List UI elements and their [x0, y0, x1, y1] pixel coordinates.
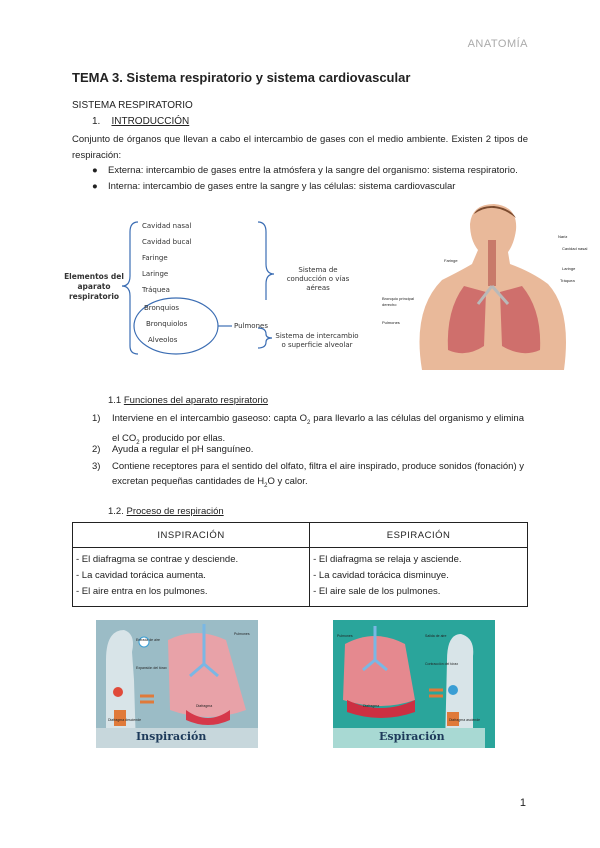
- inspiration-cell: - El diafragma se contrae y desciende. - La cavidad torácica aumenta. - El aire entra en los pulmones.: [73, 548, 310, 607]
- header-subject: ANATOMÍA: [467, 38, 528, 50]
- diagram-item: Bronquios: [144, 304, 179, 312]
- image-label: Expansión del tórax: [136, 666, 167, 670]
- intro-number: 1.: [92, 116, 101, 127]
- respiratory-elements-diagram: [60, 218, 380, 358]
- functions-heading: 1.1 Funciones del aparato respiratorio: [108, 395, 269, 406]
- page-number: 1: [519, 797, 526, 809]
- expiration-cell: - El diafragma se relaja y asciende. - La cavidad torácica disminuye. - El aire sale de los pulmones.: [310, 548, 528, 607]
- diagram-item: Alveolos: [148, 336, 178, 344]
- body-label: Nariz: [558, 234, 568, 239]
- function-item: 1) Interviene en el intercambio gaseoso: capta $O_2$ para llevarlo a las células del organismo y elimina el $CO_2$ producido por ellas.: [92, 413, 524, 446]
- image-label: Pulmones: [337, 634, 353, 638]
- intro-paragraph: Conjunto de órganos que llevan a cabo el intercambio de gases con el medio ambiente. Existen 2 tipos de respiración:: [72, 134, 528, 161]
- inspiration-caption: Inspiración: [136, 730, 207, 743]
- bullet-item: ● Interna: intercambio de gases entre la sangre y las células: sistema cardiovascular: [92, 181, 456, 192]
- function-item: 3) Contiene receptores para el sentido del olfato, filtra el aire inspirado, produce sonidos (fonación) y excretan pequeñas cantidades de $H_2O$ y calor.: [92, 461, 524, 489]
- diagram-item: Laringe: [142, 270, 169, 278]
- table-header-expiration: ESPIRACIÓN: [310, 523, 528, 548]
- table-header-inspiration: INSPIRACIÓN: [73, 523, 310, 548]
- body-label: Laringe: [562, 266, 576, 271]
- process-heading: 1.2. Proceso de respiración: [108, 506, 224, 517]
- image-label: Diafragma: [363, 704, 380, 708]
- diagram-item: Tráquea: [142, 286, 170, 294]
- inspiration-image: [96, 620, 258, 748]
- respiration-process-table: [72, 522, 528, 607]
- body-label: Cavidad nasal: [562, 246, 588, 251]
- image-label: Salida de aire: [425, 634, 447, 638]
- intro-heading-text: INTRODUCCIÓN: [111, 116, 190, 127]
- image-label: Diafragma asciende: [449, 718, 481, 722]
- image-label: Diafragma: [196, 704, 213, 708]
- diagram-group-conduction: Sistema de conducción o vías aéreas: [286, 266, 350, 292]
- image-label: Contracción del tórax: [425, 662, 459, 666]
- diagram-root-label: Elementos del aparato respiratorio: [64, 272, 124, 301]
- diagram-group-lungs: Pulmones: [234, 322, 268, 330]
- image-label: Pulmones: [234, 632, 250, 636]
- diagram-item: Bronquiolos: [146, 320, 188, 328]
- body-label: Faringe: [444, 258, 458, 263]
- body-label: Tráquea: [560, 278, 575, 283]
- function-item: 2) Ayuda a regular el pH sanguíneo.: [92, 444, 254, 455]
- inspiration-illustration: [96, 620, 258, 748]
- section-title: SISTEMA RESPIRATORIO: [72, 100, 193, 111]
- body-label: Bronquio principal derecho: [382, 296, 415, 307]
- image-label: Diafragma desciende: [108, 718, 142, 722]
- expiration-caption: Espiración: [379, 730, 445, 743]
- body-label: Pulmones: [382, 320, 400, 325]
- intro-heading: [92, 116, 189, 127]
- page-title: TEMA 3. Sistema respiratorio y sistema cardiovascular: [72, 70, 411, 85]
- torso-illustration: [382, 200, 594, 370]
- expiration-image: [333, 620, 495, 748]
- diagram-item: Faringe: [142, 254, 168, 262]
- expiration-illustration: [333, 620, 485, 748]
- diagram-group-exchange: Sistema de intercambio o superficie alveolar: [275, 332, 359, 349]
- bullet-item: ● Externa: intercambio de gases entre la atmósfera y la sangre del organismo: sistema respiratorio.: [92, 165, 518, 176]
- diagram-item: Cavidad bucal: [142, 238, 192, 246]
- anatomy-body-figure: [382, 200, 594, 370]
- diagram-item: Cavidad nasal: [142, 222, 192, 230]
- image-label: Entrada de aire: [136, 638, 160, 642]
